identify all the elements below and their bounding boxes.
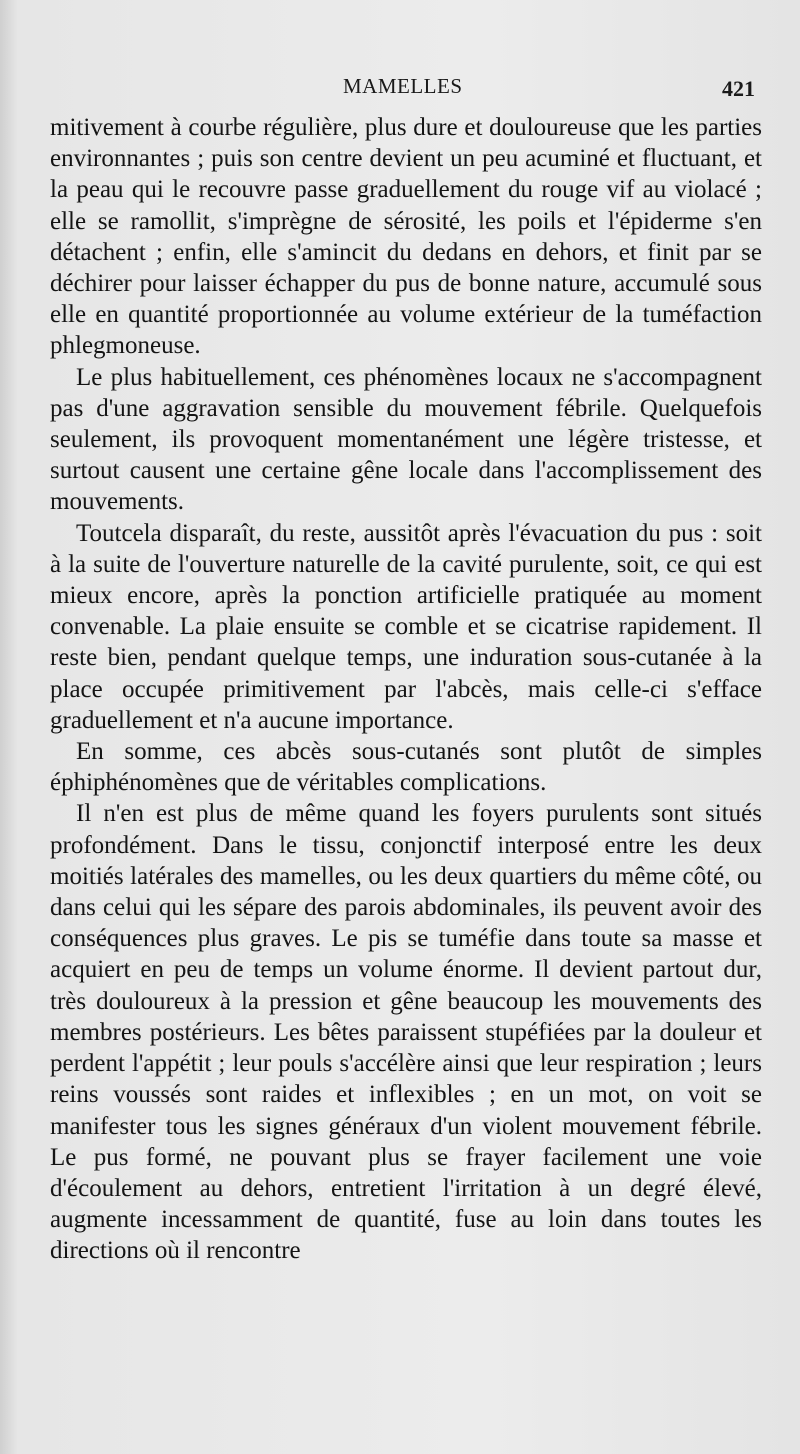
- paragraph: Toutcela disparaît, du reste, aussitôt après l'évacuation du pus : soit à la suite de l'ouverture naturelle de la cavité purulente, soit, ce qui est mieux encore, après la ponction artificielle pratiquée au moment convenable. La plaie ensuite se comble et se cicatrise rapidement. Il reste bien, pendant quelque temps, une induration sous-cutanée à la place occupée primitivement par l'abcès, mais celle-ci s'efface graduellement et n'a aucune importance.: [50, 519, 762, 734]
- body-text: [50, 112, 762, 1267]
- paragraph: Il n'en est plus de même quand les foyers purulents sont situés profondément. Dans le tissu, conjonctif interposé entre les deux moitiés latérales des mamelles, ou les deux quartiers du même côté, ou dans celui qui les sépare des parois abdominales, ils peuvent avoir des conséquences plus graves. Le pis se tuméfie dans toute sa masse et acquiert en peu de temps un volume énorme. Il devient partout dur, très douloureux à la pression et gêne beaucoup les mouvements des membres postérieurs. Les bêtes paraissent stupéfiées par la douleur et perdent l'appétit ; leur pouls s'accélère ainsi que leur respiration ; leurs reins voussés sont raides et inflexibles ; en un mot, on voit se manifester tous les signes généraux d'un violent mouvement fébrile. Le pus formé, ne pouvant plus se frayer facilement une voie d'écoulement au dehors, entretient l'irritation à un degré élevé, augmente incessamment de quantité, fuse au loin dans toutes les directions où il rencontre: [50, 800, 762, 1265]
- paragraph: Le plus habituellement, ces phénomènes locaux ne s'accompagnent pas d'une aggravation sensible du mouvement fébrile. Quelquefois seulement, ils provoquent momentanément une légère tristesse, et surtout causent une certaine gêne locale dans l'accomplissement des mouvements.: [50, 363, 762, 516]
- paragraph: En somme, ces abcès sous-cutanés sont plutôt de simples éphiphénomènes que de véritables complications.: [50, 738, 762, 797]
- running-title: MAMELLES: [343, 74, 463, 98]
- paragraph-continuation: mitivement à courbe régulière, plus dure et douloureuse que les parties environnantes ; puis son centre devient un peu acuminé et fluctuant, et la peau qui le recouvre passe graduellement du rouge vif au violacé ; elle se ramollit, s'imprègne de sérosité, les poils et l'épiderme s'en détachent ; enfin, elle s'amincit du dedans en dehors, et finit par se déchirer pour laisser échapper du pus de bonne nature, accumulé sous elle en quantité proportionnée au volume extérieur de la tuméfaction phlegmoneuse.: [50, 114, 762, 360]
- page-number: 421: [722, 76, 755, 101]
- page-header: [0, 74, 800, 104]
